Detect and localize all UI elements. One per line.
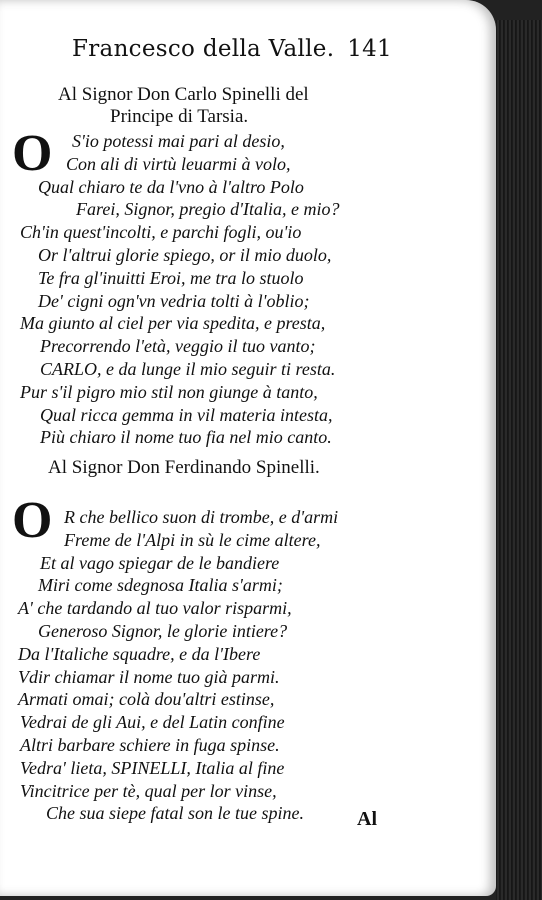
poem2-drop-cap: O xyxy=(12,492,53,549)
poem2-verse-line-5: A' che tardando al tuo valor risparmi, xyxy=(18,598,292,619)
poem1-verse-line-13: Qual ricca gemma in vil materia intesta, xyxy=(40,404,333,425)
poem2-verse-line-14: Che sua siepe fatal son le tue spine. xyxy=(46,803,304,824)
poem2-verse-line-3: Et al vago spiegar de le bandiere xyxy=(40,552,280,573)
poem2-verse-line-12: Vedra' lieta, SPINELLI, Italia al fine xyxy=(20,757,285,778)
poem2-verse-line-10: Vedrai de gli Aui, e del Latin confine xyxy=(20,712,285,733)
running-head-title: Francesco della Valle. xyxy=(72,36,335,62)
poem1-verse-line-12: Pur s'il pigro mio stil non giunge à tanto, xyxy=(20,381,318,402)
poem1-verse-line-2: Con ali di virtù leuarmi à volo, xyxy=(66,153,291,174)
page-number: 141 xyxy=(347,36,392,62)
poem1-verse-line-6: Or l'altrui glorie spiego, or il mio duolo, xyxy=(38,245,332,265)
poem1-verse-line-11: CARLO, e da lunge il mio seguir ti resta. xyxy=(40,359,336,379)
poem1-verse-line-14: Più chiaro il nome tuo fia nel mio canto. xyxy=(40,427,332,448)
poem1-verse-line-3: Qual chiaro te da l'vno à l'altro Polo xyxy=(38,176,304,197)
book-page-edges xyxy=(496,20,542,900)
poem2-verse-line-7: Da l'Italiche squadre, e da l'Ibere xyxy=(18,643,261,664)
poem2-verse-line-1: R che bellico suon di trombe, e d'armi xyxy=(64,507,339,527)
poem1-verse-line-1: S'io potessi mai pari al desio, xyxy=(72,131,285,151)
poem2-verse-line-6: Generoso Signor, le glorie intiere? xyxy=(38,621,288,641)
poem2-verse-line-11: Altri barbare schiere in fuga spinse. xyxy=(20,735,280,755)
catchword: Al xyxy=(357,808,377,830)
poem2-verse-line-9: Armati omai; colà dou'altri estinse, xyxy=(18,689,275,710)
running-head xyxy=(72,36,392,62)
poem2-verse-line-2: Freme de l'Alpi in sù le cime altere, xyxy=(64,529,321,550)
poem1-verse-line-7: Te fra gl'inuitti Eroi, me tra lo stuolo xyxy=(38,267,304,288)
poem1-verse-line-4: Farei, Signor, pregio d'Italia, e mio? xyxy=(76,199,340,220)
poem1-heading-line2: Principe di Tarsia. xyxy=(110,106,249,127)
poem2-verse-line-8: Vdir chiamar il nome tuo già parmi. xyxy=(18,666,280,687)
poem2-verse-line-4: Miri come sdegnosa Italia s'armi; xyxy=(38,575,283,596)
poem2-heading: Al Signor Don Ferdinando Spinelli. xyxy=(48,457,320,478)
poem1-verse-line-10: Precorrendo l'età, veggio il tuo vanto; xyxy=(40,336,316,357)
poem1-verse-line-8: De' cigni ogn'vn vedria tolti à l'oblio; xyxy=(38,290,310,311)
poem1-heading-line1: Al Signor Don Carlo Spinelli del xyxy=(58,84,309,105)
poem1-verse-line-9: Ma giunto al ciel per via spedita, e presta, xyxy=(20,313,326,334)
poem1-verse-line-5: Ch'in quest'incolti, e parchi fogli, ou'io xyxy=(20,222,302,243)
poem1-drop-cap: O xyxy=(12,125,53,182)
poem2-verse-line-13: Vincitrice per tè, qual per lor vinse, xyxy=(20,780,277,801)
